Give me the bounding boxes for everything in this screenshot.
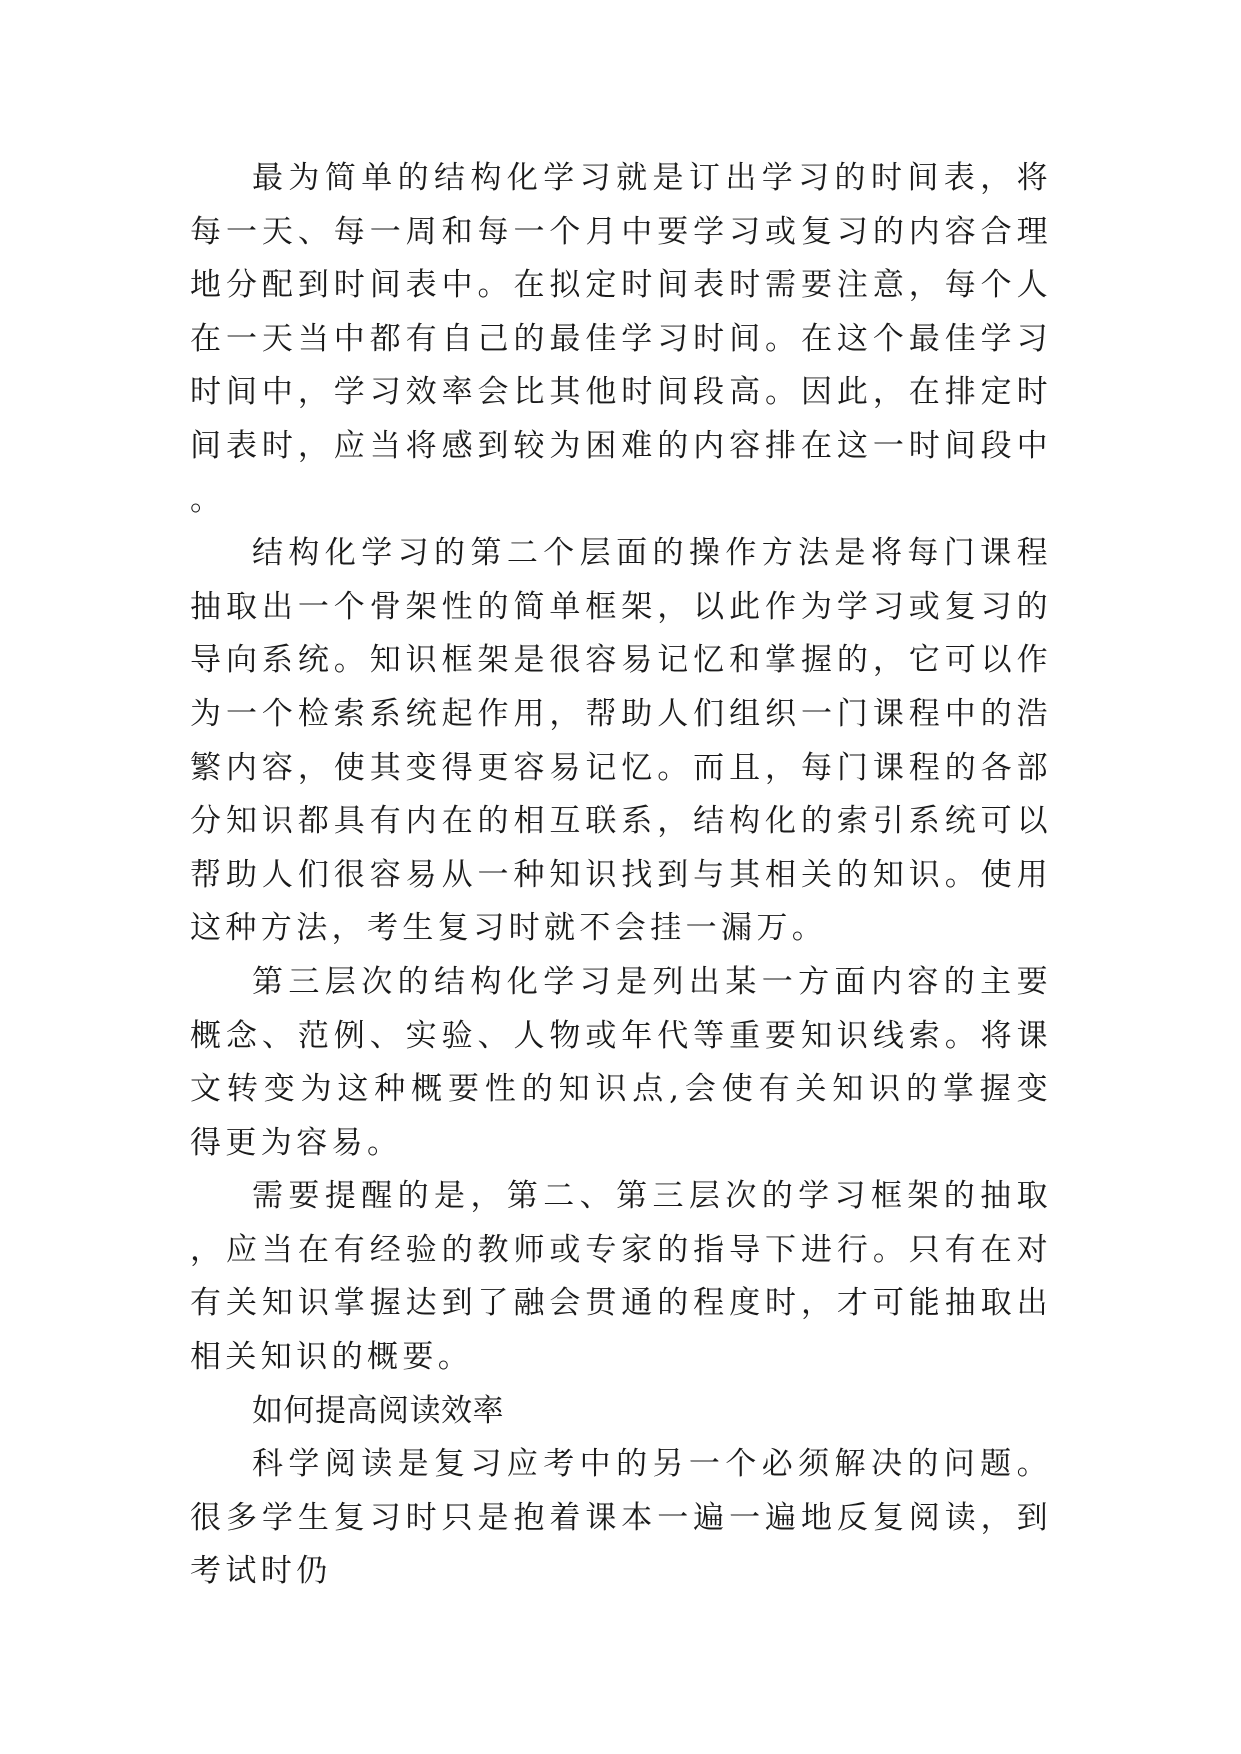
- paragraph-framework: 结构化学习的第二个层面的操作方法是将每门课程抽取出一个骨架性的简单框架，以此作为学习或复习的导向系统。知识框架是很容易记忆和掌握的，它可以作为一个检索系统起作用，帮助人们组织一门课程中的浩繁内容，使其变得更容易记忆。而且，每门课程的各部分知识都具有内在的相互联系，结构化的索引系统可以帮助人们很容易从一种知识找到与其相关的知识。使用这种方法，考生复习时就不会挂一漏万。: [190, 535, 1052, 947]
- paragraph-reminder: 需要提醒的是，第二、第三层次的学习框架的抽取，应当在有经验的教师或专家的指导下进行。只有在对有关知识掌握达到了融会贯通的程度时，才可能抽取出相关知识的概要。: [190, 1178, 1052, 1376]
- paragraph-timetable: 最为简单的结构化学习就是订出学习的时间表，将每一天、每一周和每一个月中要学习或复习的内容合理地分配到时间表中。在拟定时间表时需要注意，每个人在一天当中都有自己的最佳学习时间。在这个最佳学习时间中，学习效率会比其他时间段高。因此，在排定时间表时，应当将感到较为困难的内容排在这一时间段中。: [190, 160, 1052, 518]
- paragraph-reading: 科学阅读是复习应考中的另一个必须解决的问题。很多学生复习时只是抱着课本一遍一遍地反复阅读，到考试时仍: [190, 1446, 1052, 1590]
- document-page: [190, 152, 1052, 1599]
- section-heading: 如何提高阅读效率: [252, 1392, 504, 1429]
- paragraph-third-level: 第三层次的结构化学习是列出某一方面内容的主要概念、范例、实验、人物或年代等重要知识线索。将课文转变为这种概要性的知识点,会使有关知识的掌握变得更为容易。: [190, 963, 1052, 1161]
